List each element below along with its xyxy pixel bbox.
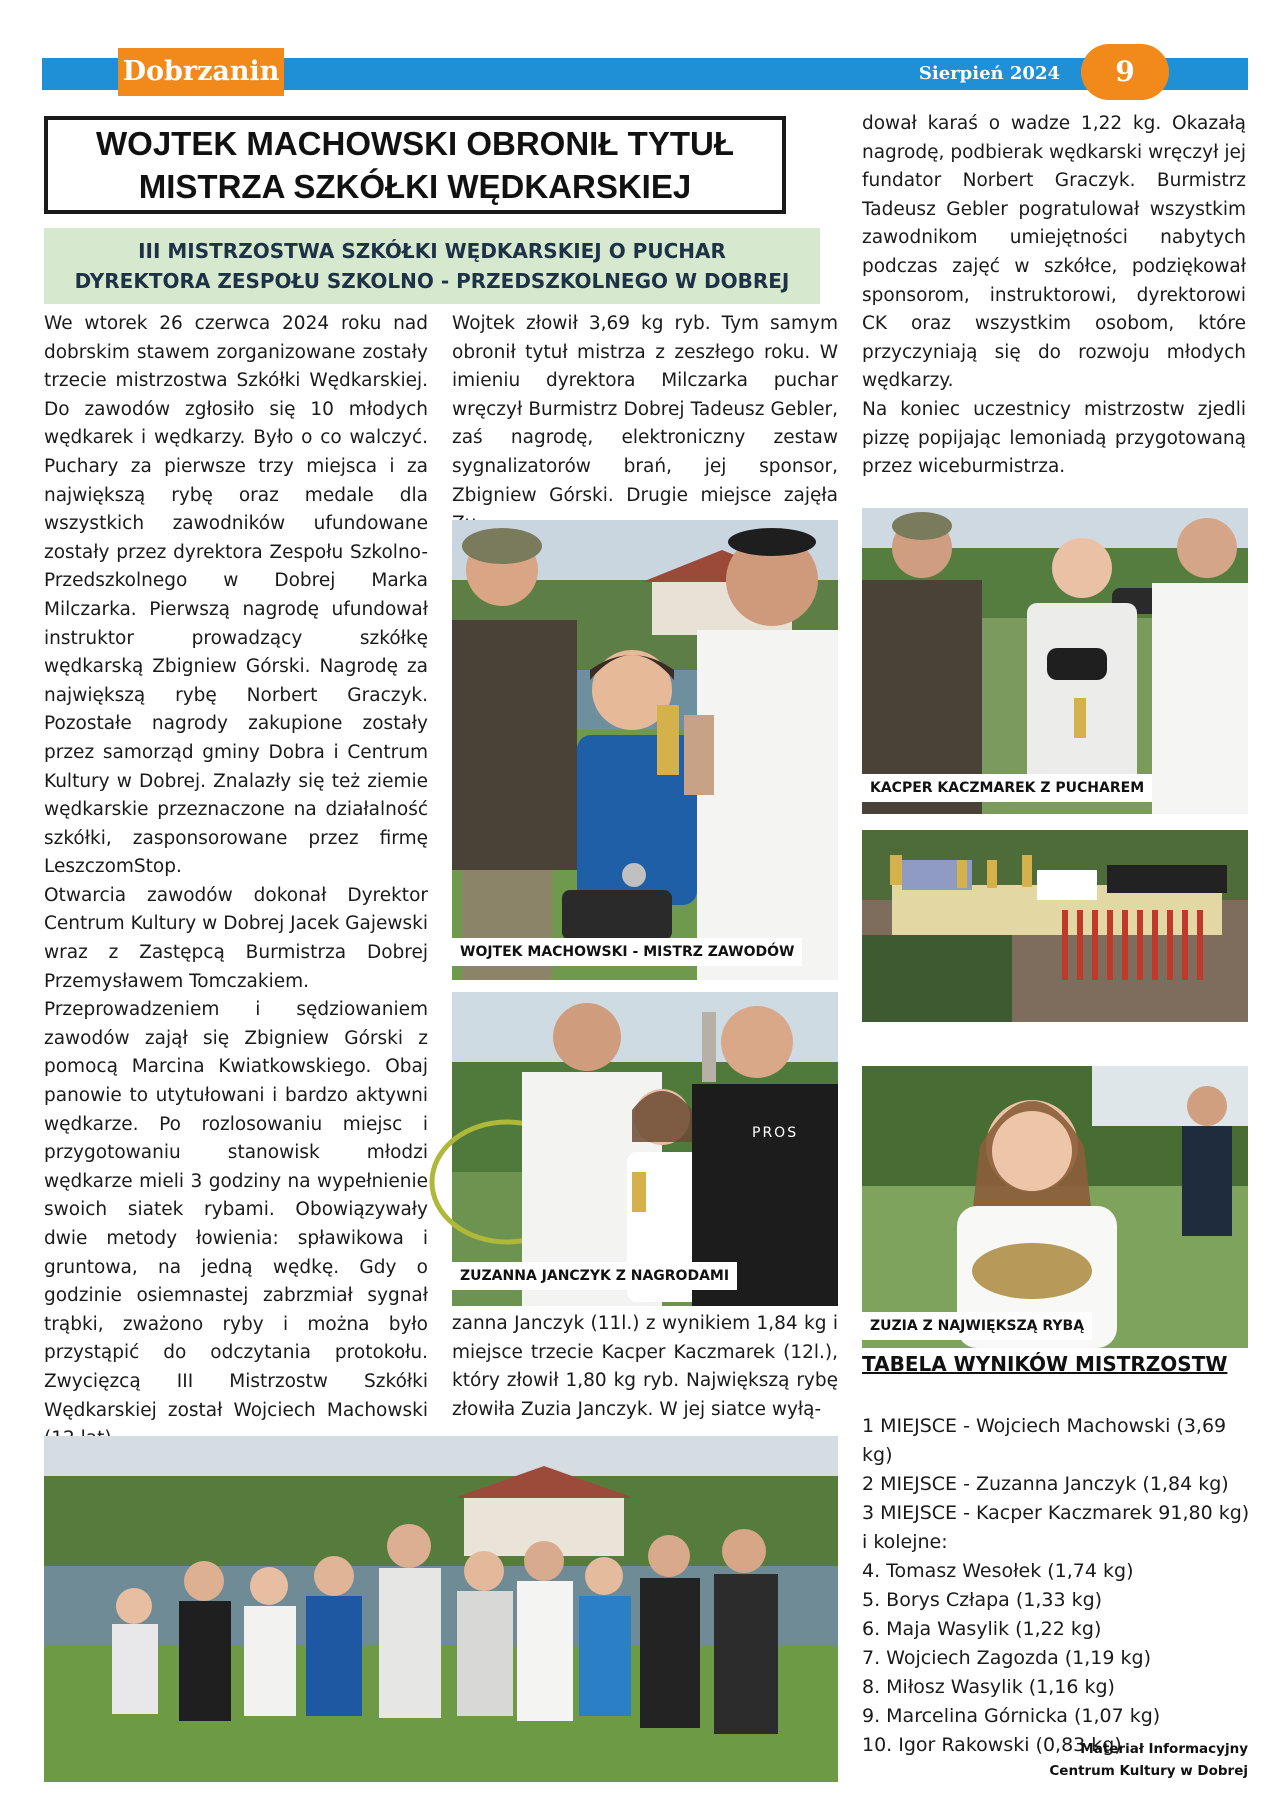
result-item: 8. Miłosz Wasylik (1,16 kg)	[862, 1676, 1115, 1698]
paragraph: Przeprowadzeniem i sędziowaniem zawodów zajął się Zbigniew Górski z pomocą Marcina Kwiatkowskiego. Obaj panowie to utytułowani i bardzo aktywni wędkarze. Po rozlosowaniu miejsc i przygotowaniu stanowisk młodzi wędkarze mieli 3 godziny na wypełnienie swoich siatek rybami. Obowiązywały dwie metody łowienia: spławikowa i gruntowa, na jedną wędkę. Gdy o godzinie osiemnastej zabrzmiał sygnał trąbki, zważono ryby i można było przystąpić do odczytania protokołu. Zwycięzcą III Mistrzostw Szkółki Wędkarskiej został Wojciech Machowski	[44, 999, 428, 1421]
results-title: TABELA WYNIKÓW MISTRZOSTW	[862, 1352, 1228, 1376]
paragraph: Na koniec uczestnicy mistrzostw zjedli pizzę popijając lemoniadą przygotowaną przez wiceburmistrza.	[862, 398, 1246, 478]
article-column-2-continued	[452, 1310, 838, 1424]
photo-caption: WOJTEK MACHOWSKI - MISTRZ ZAWODÓW	[452, 938, 802, 966]
article-subtitle: III MISTRZOSTWA SZKÓŁKI WĘDKARSKIEJ O PUCHAR DYREKTORA ZESPOŁU SZKOLNO - PRZEDSZKOLNEGO W DOBREJ	[74, 239, 790, 293]
article-column-1	[44, 310, 428, 1454]
photo-group	[44, 1436, 838, 1782]
photo-zuzanna	[452, 992, 838, 1306]
result-item: i kolejne:	[862, 1531, 948, 1553]
photo-caption: ZUZANNA JANCZYK Z NAGRODAMI	[452, 1262, 737, 1290]
result-item: 5. Borys Człapa (1,33 kg)	[862, 1589, 1103, 1611]
photo-kacper	[862, 508, 1248, 814]
shirt-logo: PROS	[752, 1125, 799, 1141]
result-item: 1 MIEJSCE - Wojciech Machowski (3,69 kg)	[862, 1415, 1227, 1466]
result-item: 9. Marcelina Górnicka (1,07 kg)	[862, 1705, 1161, 1727]
article-column-2	[452, 310, 838, 510]
footer-line: Centrum Kultury w Dobrej	[1049, 1763, 1248, 1779]
page-number: 9	[1081, 44, 1169, 100]
paragraph: Otwarcia zawodów dokonał Dyrektor Centrum Kultury w Dobrej Jacek Gajewski wraz z Zastępcą Burmistrza Dobrej Przemysławem Tomczakiem.	[44, 884, 428, 992]
result-item: 2 MIEJSCE - Zuzanna Janczyk (1,84 kg)	[862, 1473, 1229, 1495]
photo-caption: KACPER KACZMAREK Z PUCHAREM	[862, 774, 1152, 802]
footer-line: Materiał Informacyjny	[1080, 1741, 1248, 1757]
result-item: 6. Maja Wasylik (1,22 kg)	[862, 1618, 1102, 1640]
article-column-3	[862, 110, 1246, 482]
paragraph: We wtorek 26 czerwca 2024 roku nad dobrskim stawem zorganizowane zostały trzecie mistrzostwa Szkółki Wędkarskiej. Do zawodów zgłosiło się 10 młodych wędkarek i wędkarzy. Było o co walczyć. Puchary za pierwsze trzy miejsca i za największą rybę oraz medale dla wszystkich zawodników ufundowane zostały przez dyrektora Zespołu Szkolno-Przedszkolnego w Dobrej Marka Milczarka. Pierwszą nagrodę ufundował instruktor prowadzący szkółkę wędkarską Zbigniew Górski. Nagrodę za największą rybę Norbert Graczyk. Pozostałe nagrody zakupione zostały przez samorząd gminy Dobra i Centrum Kultury w Dobrej. Znalazły się też ziemie wędkarskie przeznaczone na działalność szkółki, zasponsorowane przez firmę LeszczomStop.	[44, 313, 428, 878]
brand-name: Dobrzanin	[118, 48, 284, 96]
article-title-box	[44, 116, 786, 214]
results-list	[862, 1412, 1262, 1760]
photo-prizes	[862, 830, 1248, 1022]
issue-date: Sierpień 2024	[918, 63, 1060, 84]
footer-credit	[960, 1738, 1248, 1782]
photo-caption: ZUZIA Z NAJWIĘKSZĄ RYBĄ	[862, 1312, 1092, 1340]
photo-winner	[452, 520, 838, 980]
article-subtitle-box	[44, 228, 820, 304]
paragraph: zanna Janczyk (11l.) z wynikiem 1,84 kg i miejsce trzecie Kacper Kaczmarek (12l.), który złowił 1,80 kg ryb. Największą rybę złowiła Zuzia Janczyk. W jej siatce wyłą-	[451, 1313, 838, 1420]
article-title: WOJTEK MACHOWSKI OBRONIŁ TYTUŁ MISTRZA SZKÓŁKI WĘDKARSKIEJ	[96, 125, 734, 205]
result-item: 4. Tomasz Wesołek (1,74 kg)	[862, 1560, 1134, 1582]
photo-zuzia	[862, 1066, 1248, 1348]
paragraph: dował karaś o wadze 1,22 kg. Okazałą nagrodę, podbierak wędkarski wręczył jej fundator Norbert Graczyk. Burmistrz Tadeusz Gebler pogratulował wszystkim zawodnikom umiejętności nabytych podczas zajęć w szkółce, podziękował sponsorom, instruktorowi, dyrektorowi CK oraz wszystkim osobom, które przyczyniają się do rozwoju młodych wędkarzy.	[862, 113, 1246, 392]
result-item: 7. Wojciech Zagozda (1,19 kg)	[862, 1647, 1151, 1669]
result-item: 3 MIEJSCE - Kacper Kaczmarek 91,80 kg)	[862, 1502, 1250, 1524]
paragraph: Wojtek złowił 3,69 kg ryb. Tym samym obronił tytuł mistrza z zeszłego roku. W imieniu dyrektora Milczarka puchar wręczył Burmistrz Dobrej Tadeusz Gebler, zaś nagrodę, elektroniczny zestaw sygnalizatorów brań, jej sponsor, Zbigniew Górski. Drugie miejsce zajęła	[452, 313, 838, 506]
result-item: 10. Igor Rakowski (0,83 kg)	[862, 1734, 1122, 1756]
